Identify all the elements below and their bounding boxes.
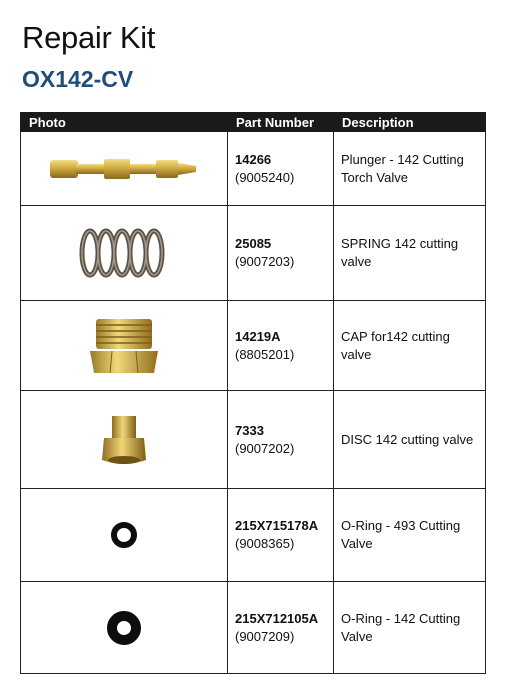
parts-table: [20, 112, 486, 674]
part-number: 14219A: [235, 328, 281, 344]
photo-cell: [21, 489, 228, 582]
model-number: OX142-CV: [22, 66, 134, 92]
table-header-row: [21, 113, 486, 132]
brass-plunger-image: [44, 154, 204, 184]
alt-part-number: (9007203): [235, 254, 295, 269]
table-row: [21, 391, 486, 489]
description-cell: DISC 142 cutting valve: [334, 391, 486, 489]
photo-cell: [21, 301, 228, 391]
table-row: [21, 301, 486, 391]
table-row: [21, 489, 486, 582]
part-number-cell: [228, 132, 334, 206]
description-cell: O-Ring - 142 Cutting Valve: [334, 582, 486, 674]
description-cell: SPRING 142 cutting valve: [334, 206, 486, 301]
part-number: 7333: [235, 422, 264, 438]
alt-part-number: (9005240): [235, 169, 295, 185]
photo-cell: [21, 582, 228, 674]
alt-part-number: (9007209): [235, 628, 295, 644]
photo-cell: [21, 132, 228, 206]
table-row: [21, 582, 486, 674]
table-row: [21, 206, 486, 301]
part-number-cell: [228, 391, 334, 489]
o-ring-small-image: [109, 520, 139, 550]
description-cell: O-Ring - 493 Cutting Valve: [334, 489, 486, 582]
brass-disc-image: [96, 412, 152, 468]
table-row: [21, 132, 486, 206]
header-part-number: Part Number: [228, 113, 334, 132]
alt-part-number: (9008365): [235, 536, 295, 551]
photo-cell: [21, 206, 228, 301]
part-number: 215X715178A: [235, 518, 319, 533]
brass-cap-image: [86, 315, 162, 377]
description-cell: CAP for142 cutting valve: [334, 301, 486, 391]
part-number-cell: [228, 206, 334, 301]
part-number: 14266: [235, 151, 272, 167]
part-number-cell: [228, 489, 334, 582]
part-number-cell: [228, 301, 334, 391]
alt-part-number: (8805201): [235, 346, 295, 362]
alt-part-number: (9007202): [235, 440, 295, 456]
description-cell: Plunger - 142 Cutting Torch Valve: [334, 132, 486, 206]
o-ring-large-image: [105, 609, 143, 647]
header-photo: Photo: [21, 113, 228, 132]
part-number-cell: [228, 582, 334, 674]
photo-cell: [21, 391, 228, 489]
part-number: 215X712105A: [235, 610, 319, 626]
part-number: 25085: [235, 236, 272, 251]
page-title: Repair Kit: [22, 20, 156, 55]
header-description: Description: [334, 113, 486, 132]
spring-image: [76, 225, 172, 281]
